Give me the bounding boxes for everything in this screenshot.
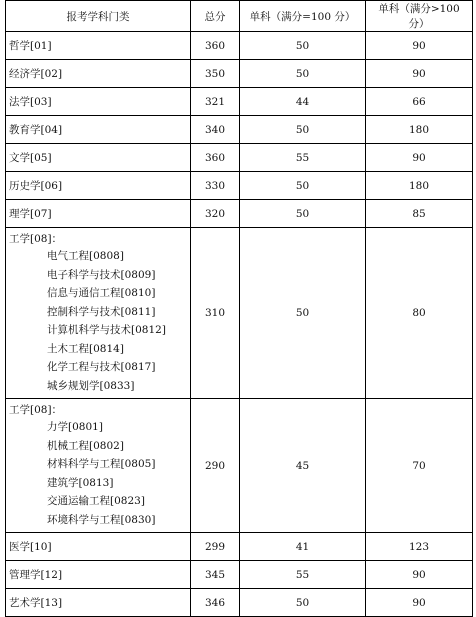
category-cell: 管理学[12] bbox=[6, 561, 191, 589]
single-100-cell: 50 bbox=[240, 116, 366, 144]
single-over-cell: 180 bbox=[366, 116, 473, 144]
single-over-cell: 90 bbox=[366, 561, 473, 589]
sub-discipline: 城乡规划学[0833] bbox=[47, 379, 135, 392]
sub-discipline: 环境科学与工程[0830] bbox=[47, 513, 156, 526]
sub-discipline: 控制科学与技术[0811] bbox=[47, 305, 156, 318]
table-row-group bbox=[6, 399, 473, 533]
category-group-cell bbox=[6, 399, 191, 533]
table-row-group bbox=[6, 228, 473, 399]
category-cell: 哲学[01] bbox=[6, 32, 191, 60]
total-cell: 350 bbox=[191, 60, 240, 88]
sub-discipline: 信息与通信工程[0810] bbox=[47, 287, 156, 299]
category-group-cell bbox=[6, 228, 191, 399]
table-row bbox=[6, 144, 473, 172]
table-row bbox=[6, 172, 473, 200]
sub-discipline: 材料科学与工程[0805] bbox=[47, 458, 156, 470]
category-cell: 经济学[02] bbox=[6, 60, 191, 88]
table-row bbox=[6, 116, 473, 144]
total-cell: 360 bbox=[191, 32, 240, 60]
single-100-cell: 50 bbox=[240, 32, 366, 60]
single-100-cell: 55 bbox=[240, 561, 366, 589]
single-over-cell: 90 bbox=[366, 60, 473, 88]
total-cell: 360 bbox=[191, 144, 240, 172]
single-100-cell: 44 bbox=[240, 88, 366, 116]
total-cell: 330 bbox=[191, 172, 240, 200]
table-row bbox=[6, 88, 473, 116]
total-cell: 290 bbox=[191, 399, 240, 533]
table-row bbox=[6, 561, 473, 589]
sub-discipline: 交通运输工程[0823] bbox=[47, 495, 145, 507]
header-single-100: 单科（满分=100 分） bbox=[240, 1, 366, 32]
table-row bbox=[6, 32, 473, 60]
single-over-cell: 90 bbox=[366, 589, 473, 617]
single-100-cell: 50 bbox=[240, 200, 366, 228]
single-over-cell: 90 bbox=[366, 32, 473, 60]
total-cell: 320 bbox=[191, 200, 240, 228]
header-row bbox=[6, 1, 473, 32]
sub-discipline: 电子科学与技术[0809] bbox=[47, 268, 156, 281]
single-over-cell: 180 bbox=[366, 172, 473, 200]
table-row bbox=[6, 589, 473, 617]
table-row bbox=[6, 60, 473, 88]
single-over-cell: 66 bbox=[366, 88, 473, 116]
category-cell: 艺术学[13] bbox=[6, 589, 191, 617]
total-cell: 346 bbox=[191, 589, 240, 617]
category-cell: 文学[05] bbox=[6, 144, 191, 172]
sub-discipline: 力学[0801] bbox=[47, 421, 103, 433]
single-over-cell: 80 bbox=[366, 228, 473, 399]
table-row bbox=[6, 200, 473, 228]
total-cell: 299 bbox=[191, 533, 240, 561]
single-100-cell: 41 bbox=[240, 533, 366, 561]
total-cell: 345 bbox=[191, 561, 240, 589]
single-100-cell: 55 bbox=[240, 144, 366, 172]
single-100-cell: 50 bbox=[240, 228, 366, 399]
category-cell: 教育学[04] bbox=[6, 116, 191, 144]
sub-discipline: 化学工程与技术[0817] bbox=[47, 361, 156, 373]
single-100-cell: 50 bbox=[240, 60, 366, 88]
category-cell: 医学[10] bbox=[6, 533, 191, 561]
category-cell: 历史学[06] bbox=[6, 172, 191, 200]
header-category: 报考学科门类 bbox=[6, 1, 191, 32]
category-cell: 法学[03] bbox=[6, 88, 191, 116]
sub-discipline: 机械工程[0802] bbox=[47, 439, 124, 452]
sub-discipline: 计算机科学与技术[0812] bbox=[47, 324, 166, 336]
sub-discipline: 土木工程[0814] bbox=[47, 342, 124, 355]
header-single-over-100: 单科（满分>100 分） bbox=[366, 1, 473, 32]
category-group-title: 工学[08]： bbox=[9, 233, 63, 245]
single-100-cell: 50 bbox=[240, 589, 366, 617]
score-table bbox=[5, 0, 473, 617]
single-over-cell: 123 bbox=[366, 533, 473, 561]
single-100-cell: 45 bbox=[240, 399, 366, 533]
total-cell: 340 bbox=[191, 116, 240, 144]
sub-discipline: 建筑学[0813] bbox=[47, 476, 114, 489]
total-cell: 310 bbox=[191, 228, 240, 399]
single-over-cell: 70 bbox=[366, 399, 473, 533]
table-row bbox=[6, 533, 473, 561]
single-100-cell: 50 bbox=[240, 172, 366, 200]
single-over-cell: 90 bbox=[366, 144, 473, 172]
sub-discipline: 电气工程[0808] bbox=[47, 250, 124, 262]
total-cell: 321 bbox=[191, 88, 240, 116]
category-group-title: 工学[08]： bbox=[9, 404, 63, 416]
category-cell: 理学[07] bbox=[6, 200, 191, 228]
single-over-cell: 85 bbox=[366, 200, 473, 228]
header-total: 总分 bbox=[191, 1, 240, 32]
